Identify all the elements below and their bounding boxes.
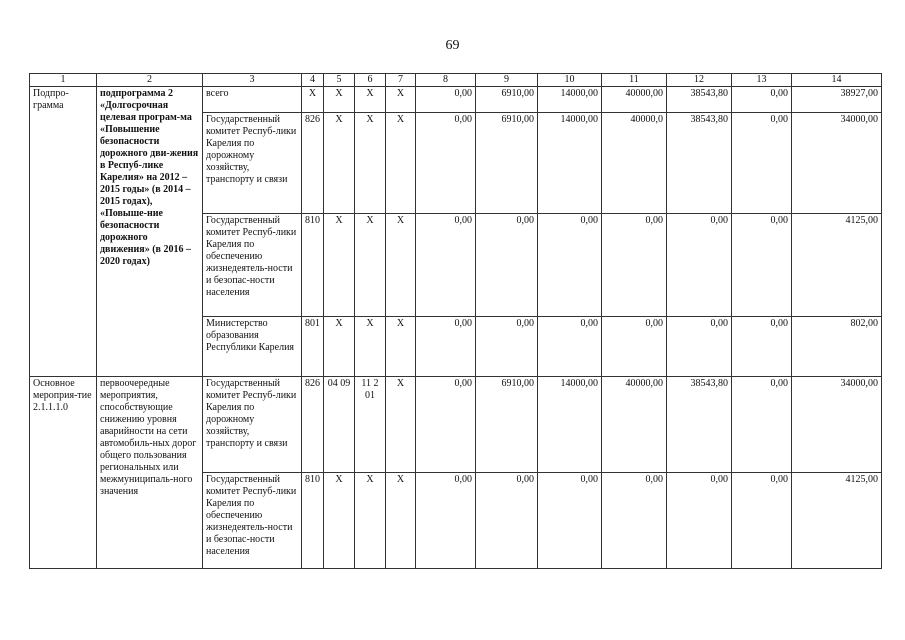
column-number: 12 (667, 74, 732, 87)
code-cell: 826 (302, 113, 324, 214)
amount-cell: 38543,80 (667, 113, 732, 214)
amount-cell: 0,00 (476, 317, 538, 377)
section-cell: 04 09 (324, 377, 355, 473)
amount-cell: 0,00 (416, 113, 476, 214)
amount-cell: 0,00 (538, 214, 602, 317)
executor-cell: всего (203, 87, 302, 113)
amount-cell: 40000,0 (602, 113, 667, 214)
column-number: 8 (416, 74, 476, 87)
column-number-row (30, 74, 882, 87)
target-article-cell: Х (355, 113, 386, 214)
table-body (30, 87, 882, 569)
amount-cell: 0,00 (476, 214, 538, 317)
code-cell: Х (302, 87, 324, 113)
code-cell: 801 (302, 317, 324, 377)
target-article-cell: Х (355, 214, 386, 317)
amount-cell: 38543,80 (667, 87, 732, 113)
executor-cell: Министерство образования Республики Карелия (203, 317, 302, 377)
amount-cell: 802,00 (792, 317, 882, 377)
expense-type-cell: Х (386, 214, 416, 317)
amount-cell: 0,00 (667, 214, 732, 317)
amount-cell: 38543,80 (667, 377, 732, 473)
expense-type-cell: Х (386, 317, 416, 377)
budget-table (29, 73, 882, 569)
column-number: 13 (732, 74, 792, 87)
amount-cell: 14000,00 (538, 377, 602, 473)
amount-cell: 34000,00 (792, 377, 882, 473)
column-number: 5 (324, 74, 355, 87)
executor-cell: Государственный комитет Респуб-лики Карелия по дорожному хозяйству, транспорту и связи (203, 377, 302, 473)
column-number: 3 (203, 74, 302, 87)
amount-cell: 38927,00 (792, 87, 882, 113)
amount-cell: 4125,00 (792, 214, 882, 317)
program-name-cell: подпрограмма 2 «Долгосрочная целевая програм-ма «Повышение безопасности дорожного дви-жения в Респуб-лике Карелия» на 2012 – 2015 годы» (в 2014 – 2015 годах), «Повыше-ние безопасности дорожного движения» (в 2016 – 2020 годах) (97, 87, 203, 377)
table-row (30, 377, 882, 473)
row-type-cell: Подпро- грамма (30, 87, 97, 377)
executor-cell: Государственный комитет Респуб-лики Карелия по обеспечению жизнедеятель-ности и безопас-ности населения (203, 214, 302, 317)
expense-type-cell: Х (386, 473, 416, 569)
amount-cell: 0,00 (416, 87, 476, 113)
section-cell: Х (324, 317, 355, 377)
section-cell: Х (324, 87, 355, 113)
amount-cell: 0,00 (667, 473, 732, 569)
code-cell: 810 (302, 473, 324, 569)
amount-cell: 14000,00 (538, 87, 602, 113)
amount-cell: 0,00 (732, 87, 792, 113)
section-cell: Х (324, 473, 355, 569)
amount-cell: 40000,00 (602, 377, 667, 473)
section-cell: Х (324, 214, 355, 317)
target-article-cell: 11 2 01 (355, 377, 386, 473)
amount-cell: 34000,00 (792, 113, 882, 214)
amount-cell: 6910,00 (476, 87, 538, 113)
column-number: 4 (302, 74, 324, 87)
amount-cell: 0,00 (416, 317, 476, 377)
amount-cell: 4125,00 (792, 473, 882, 569)
expense-type-cell: Х (386, 377, 416, 473)
executor-cell: Государственный комитет Респуб-лики Карелия по дорожному хозяйству, транспорту и связи (203, 113, 302, 214)
column-number: 10 (538, 74, 602, 87)
amount-cell: 0,00 (476, 473, 538, 569)
column-number: 2 (97, 74, 203, 87)
amount-cell: 6910,00 (476, 113, 538, 214)
amount-cell: 0,00 (602, 473, 667, 569)
amount-cell: 0,00 (416, 473, 476, 569)
column-number: 1 (30, 74, 97, 87)
target-article-cell: Х (355, 317, 386, 377)
amount-cell: 0,00 (416, 377, 476, 473)
amount-cell: 0,00 (416, 214, 476, 317)
column-number: 14 (792, 74, 882, 87)
program-name-cell: первоочередные мероприятия, способствующие снижению уровня аварийности на сети автомобиль-ных дорог общего пользования региональных или межмуниципаль-ного значения (97, 377, 203, 569)
column-number: 9 (476, 74, 538, 87)
column-number: 11 (602, 74, 667, 87)
amount-cell: 0,00 (602, 214, 667, 317)
amount-cell: 0,00 (538, 317, 602, 377)
amount-cell: 14000,00 (538, 113, 602, 214)
amount-cell: 0,00 (538, 473, 602, 569)
amount-cell: 0,00 (667, 317, 732, 377)
amount-cell: 40000,00 (602, 87, 667, 113)
amount-cell: 6910,00 (476, 377, 538, 473)
column-number: 7 (386, 74, 416, 87)
target-article-cell: Х (355, 87, 386, 113)
amount-cell: 0,00 (732, 473, 792, 569)
row-type-cell: Основное мероприя-тие 2.1.1.1.0 (30, 377, 97, 569)
code-cell: 810 (302, 214, 324, 317)
expense-type-cell: Х (386, 113, 416, 214)
target-article-cell: Х (355, 473, 386, 569)
column-number: 6 (355, 74, 386, 87)
amount-cell: 0,00 (732, 317, 792, 377)
amount-cell: 0,00 (732, 377, 792, 473)
expense-type-cell: Х (386, 87, 416, 113)
amount-cell: 0,00 (732, 214, 792, 317)
page-number: 69 (445, 38, 460, 53)
table-row (30, 87, 882, 113)
section-cell: Х (324, 113, 355, 214)
amount-cell: 0,00 (732, 113, 792, 214)
code-cell: 826 (302, 377, 324, 473)
amount-cell: 0,00 (602, 317, 667, 377)
executor-cell: Государственный комитет Респуб-лики Карелия по обеспечению жизнедеятель-ности и безопас-ности населения (203, 473, 302, 569)
